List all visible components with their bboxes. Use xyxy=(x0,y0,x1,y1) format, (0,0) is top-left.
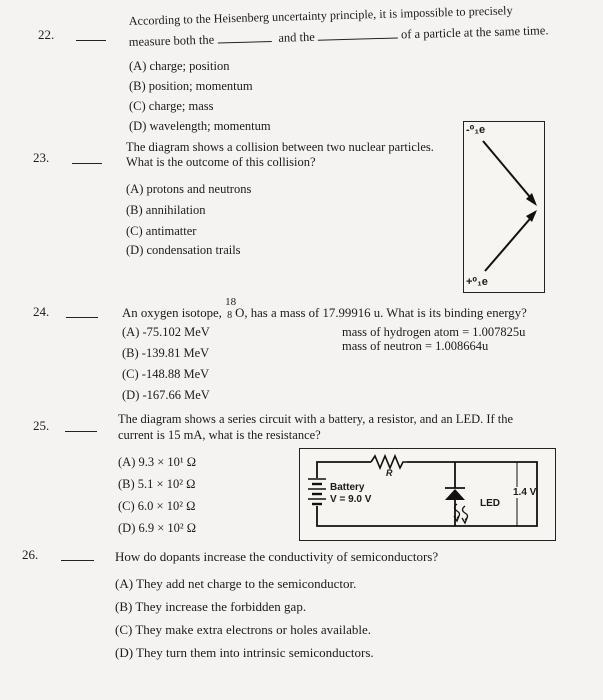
resistor-label: R xyxy=(386,468,393,478)
answer-blank[interactable] xyxy=(76,40,106,41)
stem-text-c: of a particle at the same time. xyxy=(400,23,549,42)
option-b[interactable]: (B) 5.1 × 10² Ω xyxy=(118,477,196,491)
led-label: LED xyxy=(480,498,500,509)
question-stem-line-1: According to the Heisenberg uncertainty principle, it is impossible to precisely xyxy=(128,3,513,29)
stem-text-b: and the xyxy=(278,29,315,45)
question-number: 26. xyxy=(22,547,39,562)
question-number: 23. xyxy=(33,150,50,165)
option-c[interactable]: (C) antimatter xyxy=(126,224,197,238)
question-stem-line-2: current is 15 mA, what is the resistance? xyxy=(118,428,321,442)
atomic-number: 8 xyxy=(227,310,233,321)
question-stem-line-2 xyxy=(129,23,549,50)
option-c[interactable]: (C) 6.0 × 10² Ω xyxy=(118,499,196,513)
stem-text-a: measure both the xyxy=(128,32,215,50)
option-d[interactable]: (D) 6.9 × 10² Ω xyxy=(118,521,197,535)
option-b[interactable]: (B) position; momentum xyxy=(129,79,253,93)
given-neutron-mass: mass of neutron = 1.008664u xyxy=(342,339,489,353)
collision-diagram-svg xyxy=(463,121,545,293)
option-d[interactable]: (D) They turn them into intrinsic semiconductors. xyxy=(115,645,374,660)
option-c[interactable]: (C) -148.88 MeV xyxy=(122,367,210,381)
option-a[interactable]: (A) charge; position xyxy=(129,59,230,73)
option-d[interactable]: (D) -167.66 MeV xyxy=(122,388,210,402)
stem-text-a: An oxygen isotope, xyxy=(122,306,222,320)
positron-label: +⁰₁e xyxy=(466,276,488,288)
question-number: 22. xyxy=(38,27,55,42)
led-voltage-label: 1.4 V xyxy=(513,487,537,498)
answer-blank[interactable] xyxy=(61,560,94,561)
diagram-frame xyxy=(464,122,545,293)
question-stem-line-1: The diagram shows a series circuit with a battery, a resistor, and an LED. If the xyxy=(118,412,514,426)
option-b[interactable]: (B) They increase the forbidden gap. xyxy=(115,599,307,614)
battery-label: Battery xyxy=(330,482,365,493)
fill-in-blank-1 xyxy=(217,31,271,44)
option-a[interactable]: (A) -75.102 MeV xyxy=(122,325,210,339)
option-a[interactable]: (A) protons and neutrons xyxy=(126,182,252,196)
question-stem-line-1: The diagram shows a collision between two nuclear particles. xyxy=(126,140,434,154)
option-b[interactable]: (B) annihilation xyxy=(126,203,206,217)
option-d[interactable]: (D) wavelength; momentum xyxy=(129,119,271,133)
isotope-notation xyxy=(225,296,237,321)
given-hydrogen-mass: mass of hydrogen atom = 1.007825u xyxy=(342,325,526,339)
collision-diagram xyxy=(463,121,545,293)
option-c[interactable]: (C) charge; mass xyxy=(129,99,214,113)
circuit-diagram xyxy=(299,448,556,541)
stem-text-b: O, has a mass of 17.99916 u. What is its binding energy? xyxy=(235,306,527,320)
question-number: 25. xyxy=(33,418,50,433)
option-a[interactable]: (A) 9.3 × 10¹ Ω xyxy=(118,455,197,469)
question-stem xyxy=(122,296,527,321)
option-d[interactable]: (D) condensation trails xyxy=(126,243,241,257)
mass-number: 18 xyxy=(225,296,237,308)
answer-blank[interactable] xyxy=(72,163,102,164)
answer-blank[interactable] xyxy=(65,431,97,432)
option-a[interactable]: (A) They add net charge to the semiconductor. xyxy=(115,576,357,591)
question-stem: How do dopants increase the conductivity of semiconductors? xyxy=(115,549,439,564)
battery-voltage-label: V = 9.0 V xyxy=(330,494,372,505)
answer-blank[interactable] xyxy=(66,317,98,318)
question-number: 24. xyxy=(33,304,50,319)
option-b[interactable]: (B) -139.81 MeV xyxy=(122,346,210,360)
fill-in-blank-2 xyxy=(318,27,398,40)
electron-label: -⁰₁e xyxy=(466,124,486,136)
question-stem-line-2: What is the outcome of this collision? xyxy=(126,155,316,169)
option-c[interactable]: (C) They make extra electrons or holes available. xyxy=(115,622,372,637)
